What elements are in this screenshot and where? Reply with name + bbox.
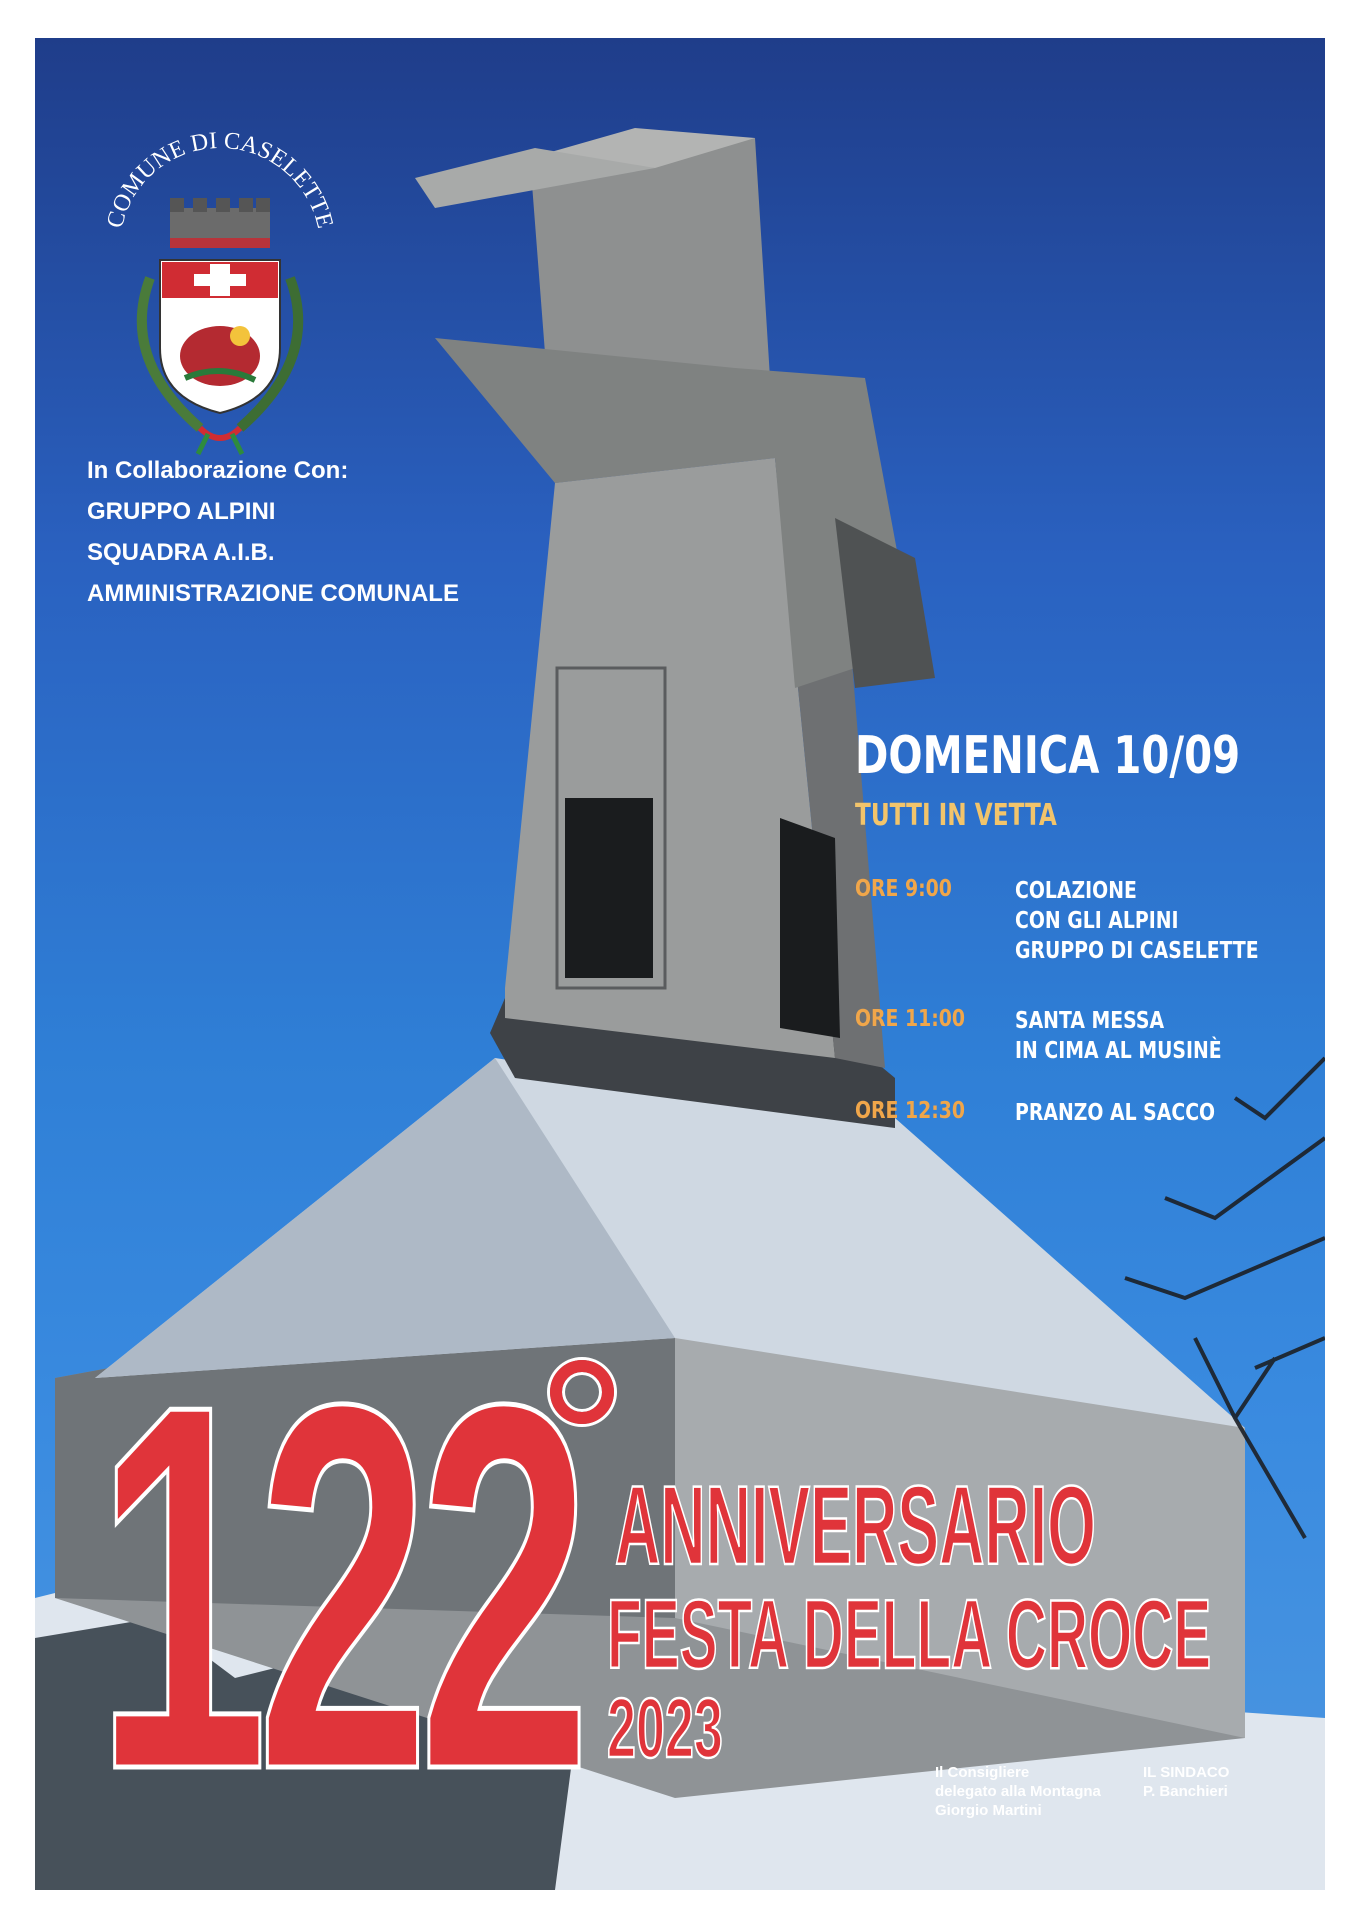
degree-symbol xyxy=(550,1360,614,1424)
signature-line: Giorgio Martini xyxy=(935,1802,1042,1819)
anniversary-number: 122 xyxy=(95,1297,580,1878)
event-date: DOMENICA 10/09 xyxy=(855,726,1241,786)
cross-window-1 xyxy=(565,798,653,978)
event-tagline: TUTTI IN VETTA xyxy=(855,798,1057,833)
crest-arc-text: COMUNE DI CASELETTE xyxy=(102,128,338,231)
schedule-desc xyxy=(1015,876,1259,966)
schedule-desc-line: IN CIMA AL MUSINÈ xyxy=(1015,1038,1222,1064)
event-info xyxy=(855,726,1303,833)
schedule-desc-line: COLAZIONE xyxy=(1015,878,1137,904)
councillor-signature xyxy=(935,1763,1101,1820)
comune-crest-logo xyxy=(90,128,350,468)
cross-window-2 xyxy=(780,818,840,1038)
schedule-desc-line: PRANZO AL SACCO xyxy=(1015,1100,1216,1126)
headline-year: 2023 xyxy=(607,1681,723,1775)
headline-festa: FESTA DELLA CROCE xyxy=(607,1579,1212,1689)
schedule-time: ORE 9:00 xyxy=(855,876,952,902)
schedule-time: ORE 12:30 xyxy=(855,1098,966,1124)
collaboration-block xyxy=(87,450,459,614)
schedule-desc-line: SANTA MESSA xyxy=(1015,1008,1165,1034)
partner-item: SQUADRA A.I.B. xyxy=(87,539,275,566)
signature-line: P. Banchieri xyxy=(1143,1783,1228,1800)
signature-line: delegato alla Montagna xyxy=(935,1783,1101,1800)
signature-line: IL SINDACO xyxy=(1143,1764,1230,1781)
schedule-time: ORE 11:00 xyxy=(855,1006,966,1032)
partner-item: AMMINISTRAZIONE COMUNALE xyxy=(87,580,459,607)
poster xyxy=(35,38,1325,1890)
schedule-desc-line: CON GLI ALPINI xyxy=(1015,908,1179,934)
partner-item: GRUPPO ALPINI xyxy=(87,498,276,525)
schedule-desc-line: GRUPPO DI CASELETTE xyxy=(1015,938,1259,964)
collaboration-heading: In Collaborazione Con: xyxy=(87,457,349,484)
headline-anniversario: ANNIVERSARIO xyxy=(615,1463,1096,1588)
schedule-desc xyxy=(1015,1098,1215,1128)
mayor-signature xyxy=(1143,1763,1229,1801)
schedule-desc xyxy=(1015,1006,1222,1066)
signature-line: Il Consigliere xyxy=(935,1764,1030,1781)
